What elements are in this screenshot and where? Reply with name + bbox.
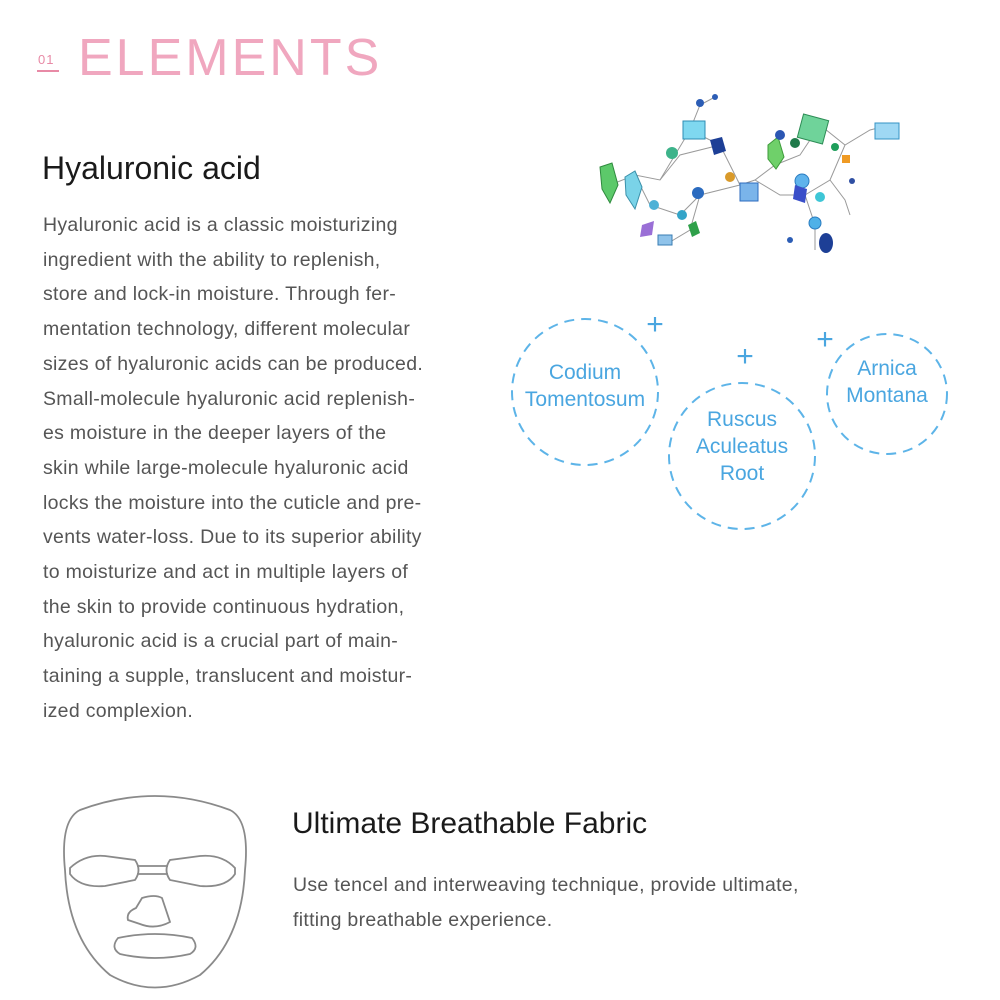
description-line: es moisture in the deeper layers of the xyxy=(43,422,387,445)
description-line: hyaluronic acid is a crucial part of main- xyxy=(43,630,399,653)
plus-icon: + xyxy=(646,308,664,341)
description-line: fitting breathable experience. xyxy=(293,908,553,931)
hyaluronic-molecule-illustration xyxy=(590,85,930,265)
description-line: Use tencel and interweaving technique, provide ultimate, xyxy=(293,874,799,896)
description-line: the skin to provide continuous hydration, xyxy=(43,595,405,618)
description-line: ized complexion. xyxy=(43,699,194,722)
hyaluronic-description xyxy=(43,208,503,729)
description-line: Small-molecule hyaluronic acid replenish- xyxy=(43,387,416,410)
face-mask-icon xyxy=(50,790,260,995)
description-line: vents water-loss. Due to its superior ability xyxy=(43,526,422,549)
description-line: Hyaluronic acid is a classic moisturizing xyxy=(43,214,398,236)
ingredient-label-line: Ruscus xyxy=(706,408,778,431)
ingredient-label-line: Arnica xyxy=(857,357,917,380)
ingredient-label-codium xyxy=(505,359,665,413)
description-line: to moisturize and act in multiple layers of xyxy=(43,561,409,584)
description-line: locks the moisture into the cuticle and pre- xyxy=(43,491,422,514)
description-line: skin while large-molecule hyaluronic acid xyxy=(43,456,409,479)
ingredient-label-line: Codium xyxy=(548,361,622,384)
description-line: taining a supple, translucent and moistur- xyxy=(43,665,413,688)
ingredient-label-line: Root xyxy=(719,462,765,485)
ingredient-label-arnica xyxy=(807,355,967,409)
fabric-title: Ultimate Breathable Fabric xyxy=(292,807,648,840)
description-line: sizes of hyaluronic acids can be produced. xyxy=(43,352,424,375)
section-title: ELEMENTS xyxy=(78,29,383,87)
ingredient-label-line: Montana xyxy=(846,384,928,407)
plus-icon: + xyxy=(816,323,834,356)
fabric-description xyxy=(293,868,933,937)
ingredient-label-line: Tomentosum xyxy=(524,388,646,411)
description-line: store and lock-in moisture. Through fer- xyxy=(43,283,397,306)
plus-icon: + xyxy=(736,340,754,373)
description-line: mentation technology, different molecular xyxy=(43,318,411,341)
section-number: 01 xyxy=(38,52,55,67)
ingredient-label-ruscus xyxy=(662,406,822,487)
hyaluronic-title: Hyaluronic acid xyxy=(42,150,261,186)
ingredient-label-line: Aculeatus xyxy=(695,435,789,458)
section-number-underline xyxy=(37,70,59,72)
description-line: ingredient with the ability to replenish, xyxy=(43,248,381,271)
